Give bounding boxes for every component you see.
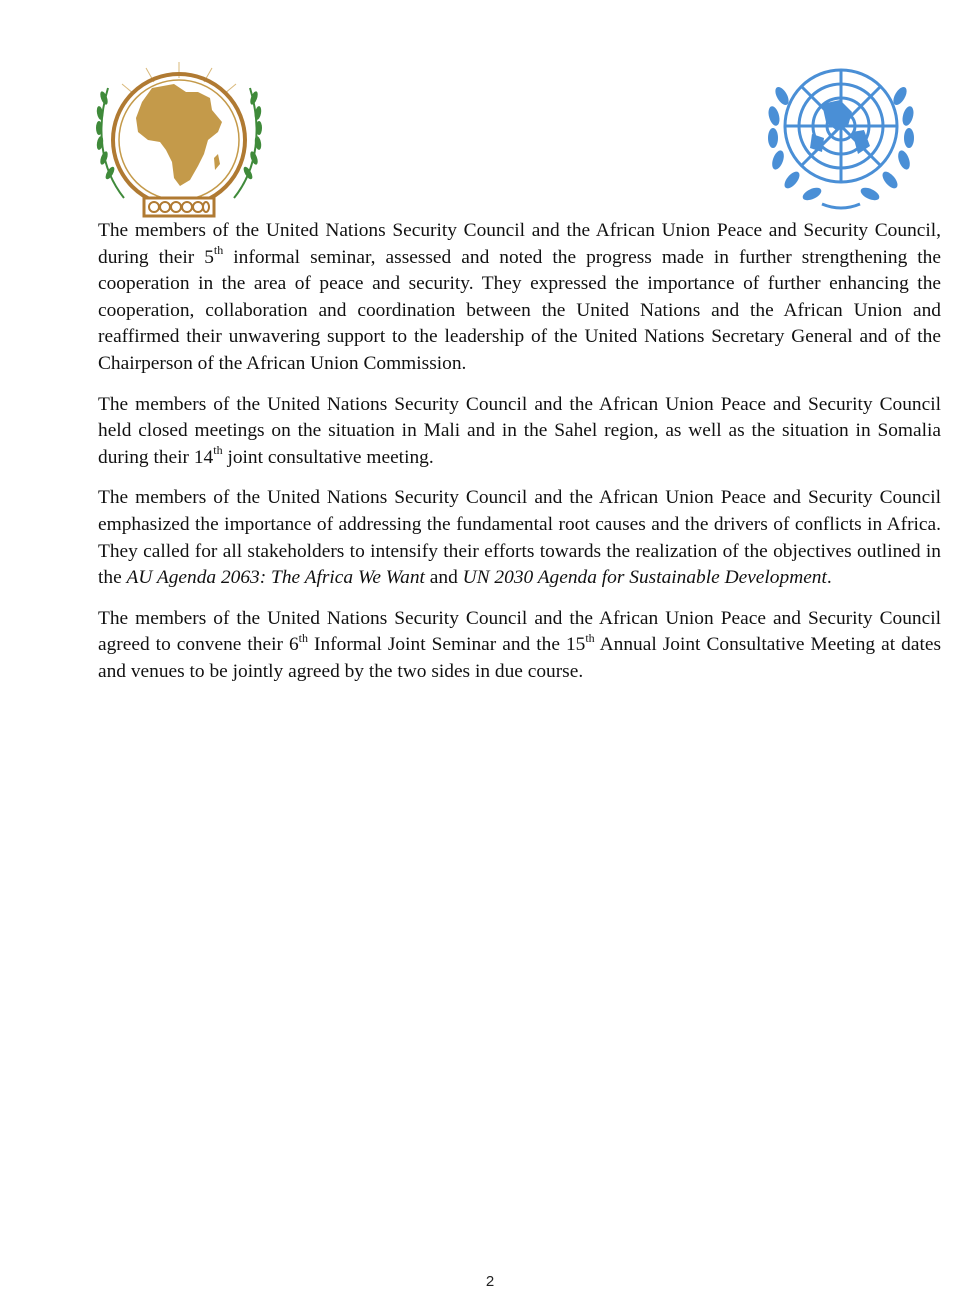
paragraph-1: The members of the United Nations Security Council and the African Union Peace and Security Council, during their 5th informal seminar, assessed and noted the progress made in further strengthening the cooperation in the area of peace and security. They expressed the importance of further enhancing the cooperation, collaboration and coordination between the United Nations and the African Union and reaffirmed their unwavering support to the leadership of the United Nations Secretary General and of the Chairperson of the African Union Commission.	[98, 220, 941, 374]
african-union-emblem-icon	[94, 58, 264, 220]
paragraph-4: The members of the United Nations Security Council and the African Union Peace and Security Council agreed to convene their 6th Informal Joint Seminar and the 15th Annual Joint Consultative Meeting at dates and venues to be jointly agreed by the two sides in due course.	[98, 607, 941, 682]
united-nations-emblem-icon	[752, 56, 930, 214]
document-body	[98, 218, 941, 700]
paragraph-2: The members of the United Nations Security Council and the African Union Peace and Security Council held closed meetings on the situation in Mali and in the Sahel region, as well as the situation in Somalia during their 14th joint consultative meeting.	[98, 393, 941, 468]
paragraph-3: The members of the United Nations Security Council and the African Union Peace and Security Council emphasized the importance of addressing the fundamental root causes and the drivers of conflicts in Africa. They called for all stakeholders to intensify their efforts towards the realization of the objectives outlined in the AU Agenda 2063: The Africa We Want and UN 2030 Agenda for Sustainable Development.	[98, 487, 941, 589]
page-number: 2	[485, 1273, 495, 1290]
